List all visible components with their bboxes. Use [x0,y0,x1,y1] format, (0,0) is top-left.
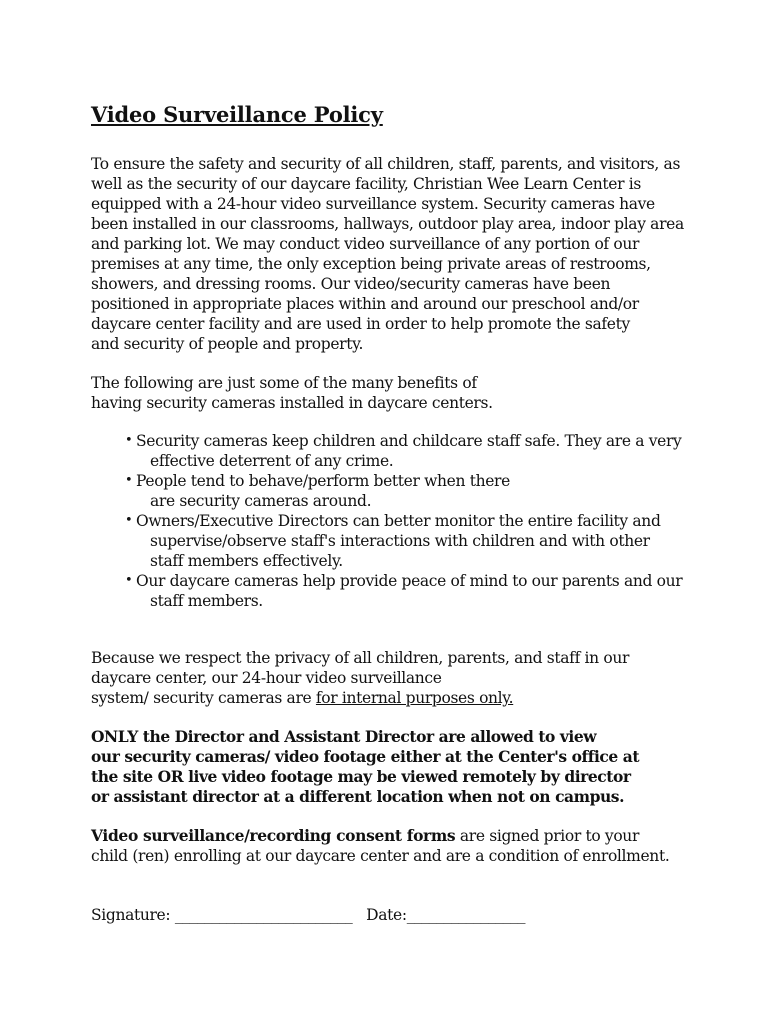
list-item [125,431,682,471]
signature-field[interactable]: ________________________ [174,906,353,924]
intro-line: and security of people and property. [91,335,364,353]
internal-purposes-text: for internal purposes only. [315,689,514,707]
consent-line-rest: are signed prior to your [455,827,640,845]
list-item-text: staff members effectively. [150,552,343,570]
policy-document [91,98,691,924]
access-paragraph [91,727,639,807]
list-item-text: People tend to behave/perform better when there [136,472,510,490]
consent-line [91,826,669,846]
privacy-line [91,688,629,708]
consent-line: child (ren) enrolling at our daycare center and are a condition of enrollment. [91,847,670,865]
intro-line: positioned in appropriate places within and around our preschool and/or [91,295,639,313]
signature-label: Signature: [91,906,171,924]
intro-line: To ensure the safety and security of all children, staff, parents, and visitors, as [91,155,681,173]
bullet-icon: • [125,433,133,448]
list-item-text: Our daycare cameras help provide peace of mind to our parents and our [136,572,683,590]
intro-line: been installed in our classrooms, hallways, outdoor play area, indoor play area [91,215,684,233]
access-line: or assistant director at a different location when not on campus. [91,787,625,806]
access-line: ONLY the Director and Assistant Director are allowed to view [91,727,597,746]
bullet-icon: • [125,573,133,588]
benefits-intro-line: having security cameras installed in daycare centers. [91,394,493,412]
access-line: the site OR live video footage may be viewed remotely by director [91,767,631,786]
consent-forms-text: Video surveillance/recording consent forms [91,826,456,845]
list-item-text: Security cameras keep children and childcare staff safe. They are a very [136,432,682,450]
intro-line: showers, and dressing rooms. Our video/security cameras have been [91,275,611,293]
list-item-text: are security cameras around. [150,492,372,510]
intro-line: daycare center facility and are used in order to help promote the safety [91,315,630,333]
bullet-icon: • [125,473,133,488]
bullet-icon: • [125,513,133,528]
privacy-line: daycare center, our 24-hour video surveillance [91,669,442,687]
signature-row [91,905,525,925]
intro-line: well as the security of our daycare facility, Christian Wee Learn Center is [91,175,641,193]
list-item [125,571,682,611]
privacy-paragraph [91,648,629,708]
benefits-intro-paragraph [91,373,493,413]
privacy-line: Because we respect the privacy of all children, parents, and staff in our [91,649,630,667]
intro-line: and parking lot. We may conduct video surveillance of any portion of our [91,235,640,253]
date-field[interactable]: ________________ [406,906,526,924]
list-item-text: Owners/Executive Directors can better monitor the entire facility and [136,512,661,530]
intro-paragraph [91,154,684,354]
benefits-intro-line: The following are just some of the many benefits of [91,374,477,392]
page-title: Video Surveillance Policy [91,102,383,127]
intro-line: equipped with a 24-hour video surveillance system. Security cameras have [91,195,655,213]
list-item [125,511,682,571]
list-item-text: effective deterrent of any crime. [150,452,394,470]
list-item-text: staff members. [150,592,263,610]
list-item [125,471,682,511]
list-item-text: supervise/observe staff's interactions with children and with other [150,532,650,550]
date-label: Date: [366,906,407,924]
benefits-list [125,431,682,611]
privacy-line-prefix: system/ security cameras are [91,689,316,707]
access-line: our security cameras/ video footage either at the Center's office at [91,747,640,766]
consent-paragraph [91,826,669,866]
intro-line: premises at any time, the only exception being private areas of restrooms, [91,255,651,273]
